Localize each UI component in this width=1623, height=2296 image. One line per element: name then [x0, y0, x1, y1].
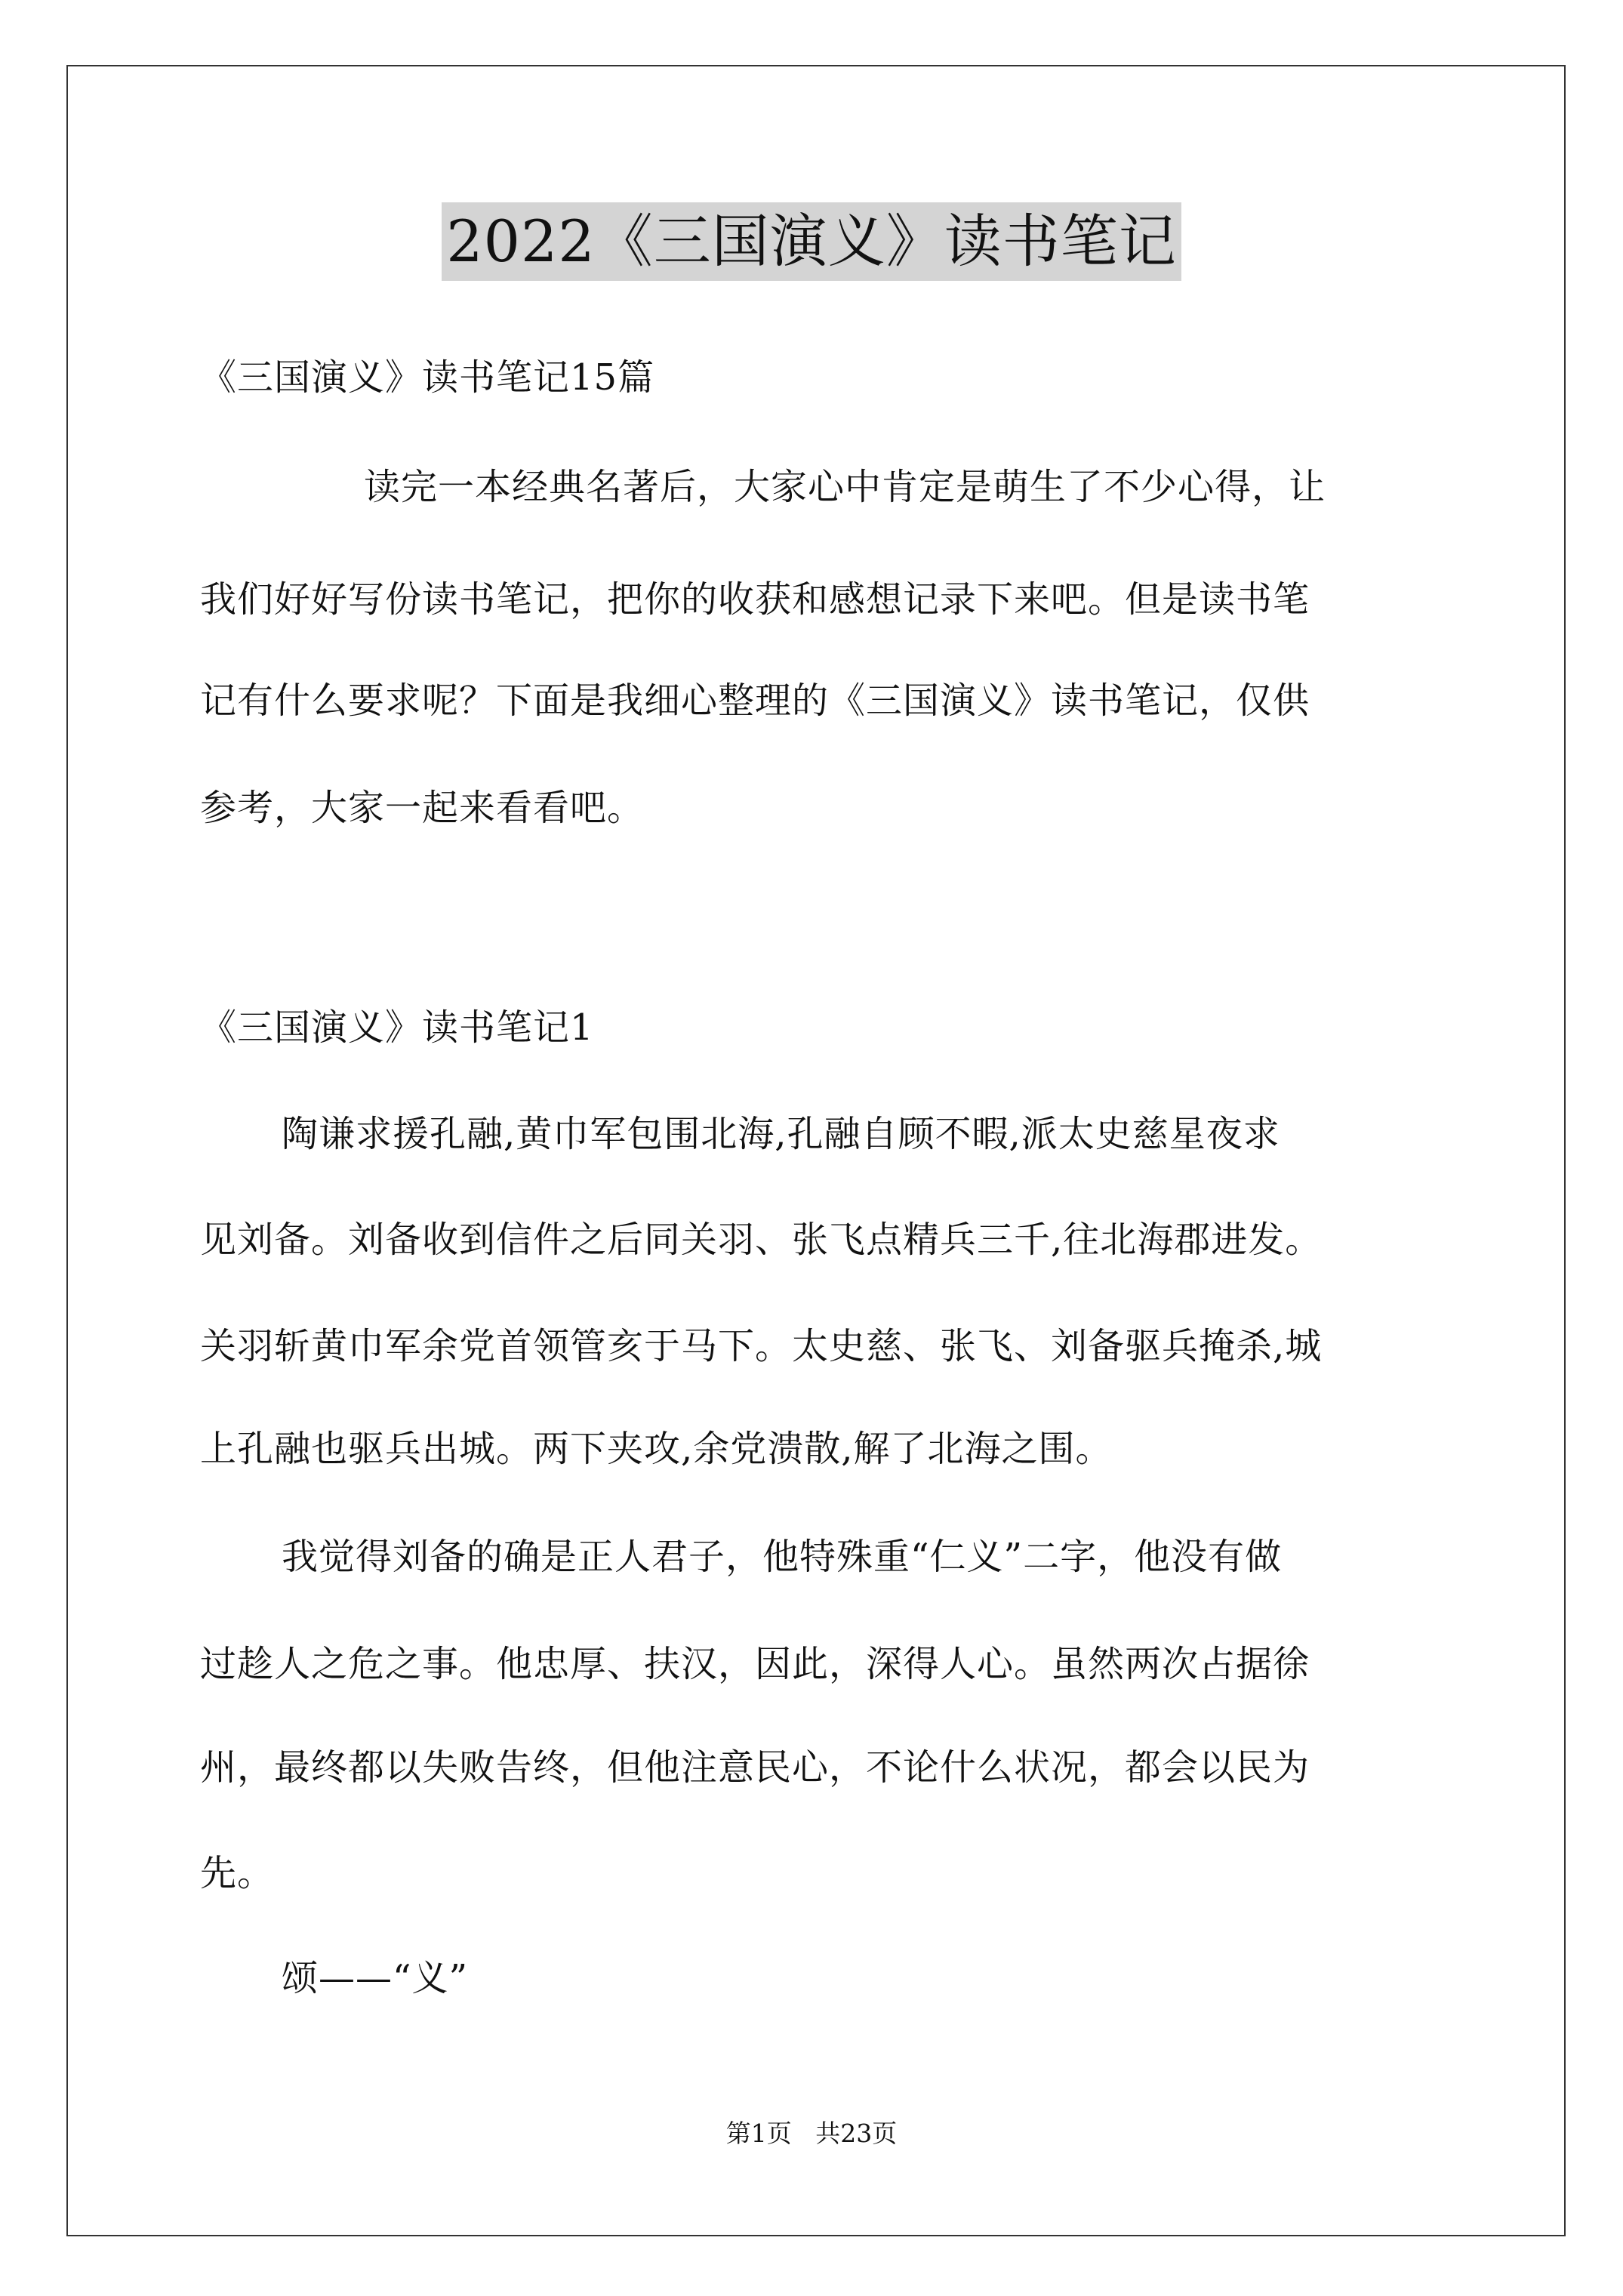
- paragraph-line: 陶谦求援孔融,黄巾军包围北海,孔融自顾不暇,派太史慈星夜求: [282, 1113, 1280, 1155]
- intro-line: 参考，大家一起来看看吧。: [200, 787, 645, 829]
- intro-line: 读完一本经典名著后，大家心中肯定是萌生了不少心得，让: [364, 466, 1326, 508]
- section-heading: 《三国演义》读书笔记1: [200, 1006, 594, 1049]
- paragraph-line: 过趁人之危之事。他忠厚、扶汉，因此，深得人心。虽然两次占据徐: [200, 1643, 1310, 1685]
- intro-line: 记有什么要求呢？下面是我细心整理的《三国演义》读书笔记，仅供: [200, 680, 1310, 722]
- document-subtitle: 《三国演义》读书笔记15篇: [200, 356, 655, 399]
- document-title: 2022《三国演义》读书笔记: [442, 202, 1181, 281]
- paragraph-line: 见刘备。刘备收到信件之后同关羽、张飞点精兵三千,往北海郡进发。: [200, 1219, 1323, 1261]
- title-container: [0, 202, 1623, 281]
- paragraph-line: 上孔融也驱兵出城。两下夹攻,余党溃散,解了北海之围。: [200, 1428, 1113, 1470]
- paragraph-line: 关羽斩黄巾军余党首领管亥于马下。太史慈、张飞、刘备驱兵掩杀,城: [200, 1325, 1323, 1367]
- paragraph-line: 先。: [200, 1852, 275, 1894]
- intro-line: 我们好好写份读书笔记，把你的收获和感想记录下来吧。但是读书笔: [200, 578, 1310, 621]
- paragraph-line: 我觉得刘备的确是正人君子，他特殊重“仁义”二字，他没有做: [282, 1536, 1283, 1578]
- page-number: 第1页 共23页: [725, 2119, 898, 2148]
- paragraph-line: 颂——“义”: [282, 1957, 469, 1999]
- paragraph-line: 州，最终都以失败告终，但他注意民心，不论什么状况，都会以民为: [200, 1746, 1310, 1789]
